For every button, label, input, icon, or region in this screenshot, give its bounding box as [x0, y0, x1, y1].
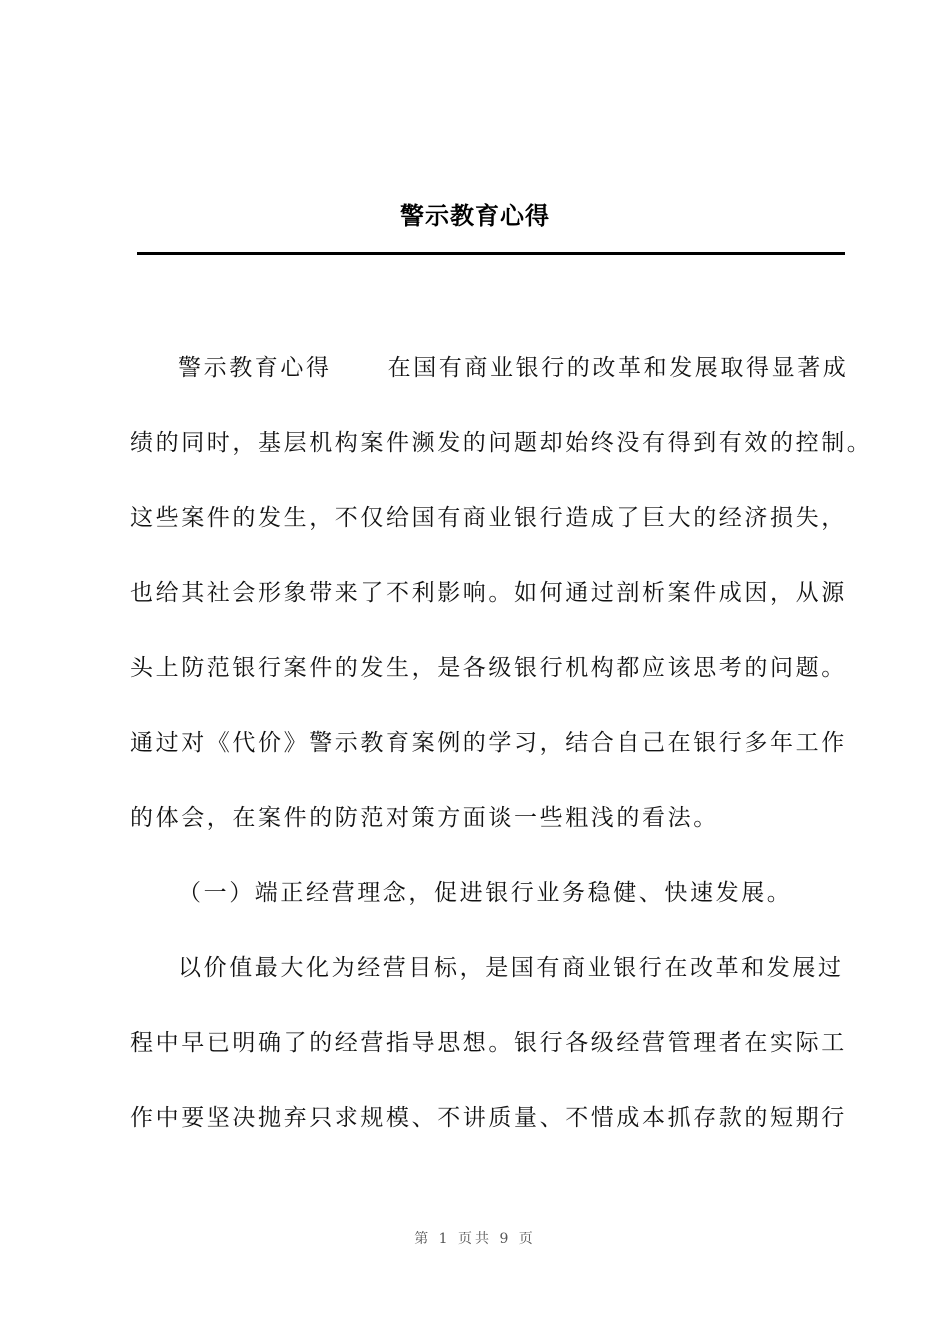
paragraph-line: 以价值最大化为经营目标，是国有商业银行在改革和发展过: [178, 955, 844, 981]
paragraph-line: 通过对《代价》警示教育案例的学习，结合自己在银行多年工作: [130, 730, 847, 756]
title-underline: [137, 252, 845, 255]
section-heading: （一）端正经营理念，促进银行业务稳健、快速发展。: [178, 880, 793, 906]
paragraph-line: 这些案件的发生，不仅给国有商业银行造成了巨大的经济损失，: [130, 505, 847, 531]
inline-heading: 警示教育心得: [178, 355, 332, 381]
document-body: [130, 340, 873, 1165]
paragraph-line: 的体会，在案件的防范对策方面谈一些粗浅的看法。: [130, 805, 719, 831]
paragraph-line: [130, 340, 870, 415]
paragraph-line: 程中早已明确了的经营指导思想。银行各级经营管理者在实际工: [130, 1030, 847, 1056]
paragraph-line: 也给其社会形象带来了不利影响。如何通过剖析案件成因，从源: [130, 580, 847, 606]
paragraph-line: 头上防范银行案件的发生，是各级银行机构都应该思考的问题。: [130, 655, 847, 681]
paragraph-line: 绩的同时，基层机构案件濒发的问题却始终没有得到有效的控制。: [130, 430, 873, 456]
line-text: 在国有商业银行的改革和发展取得显著成: [387, 355, 849, 381]
document-title: 警示教育心得: [400, 202, 550, 230]
page-footer: 第 1 页共 9 页: [414, 1231, 536, 1247]
paragraph-line: 作中要坚决抛弃只求规模、不讲质量、不惜成本抓存款的短期行: [130, 1105, 847, 1131]
